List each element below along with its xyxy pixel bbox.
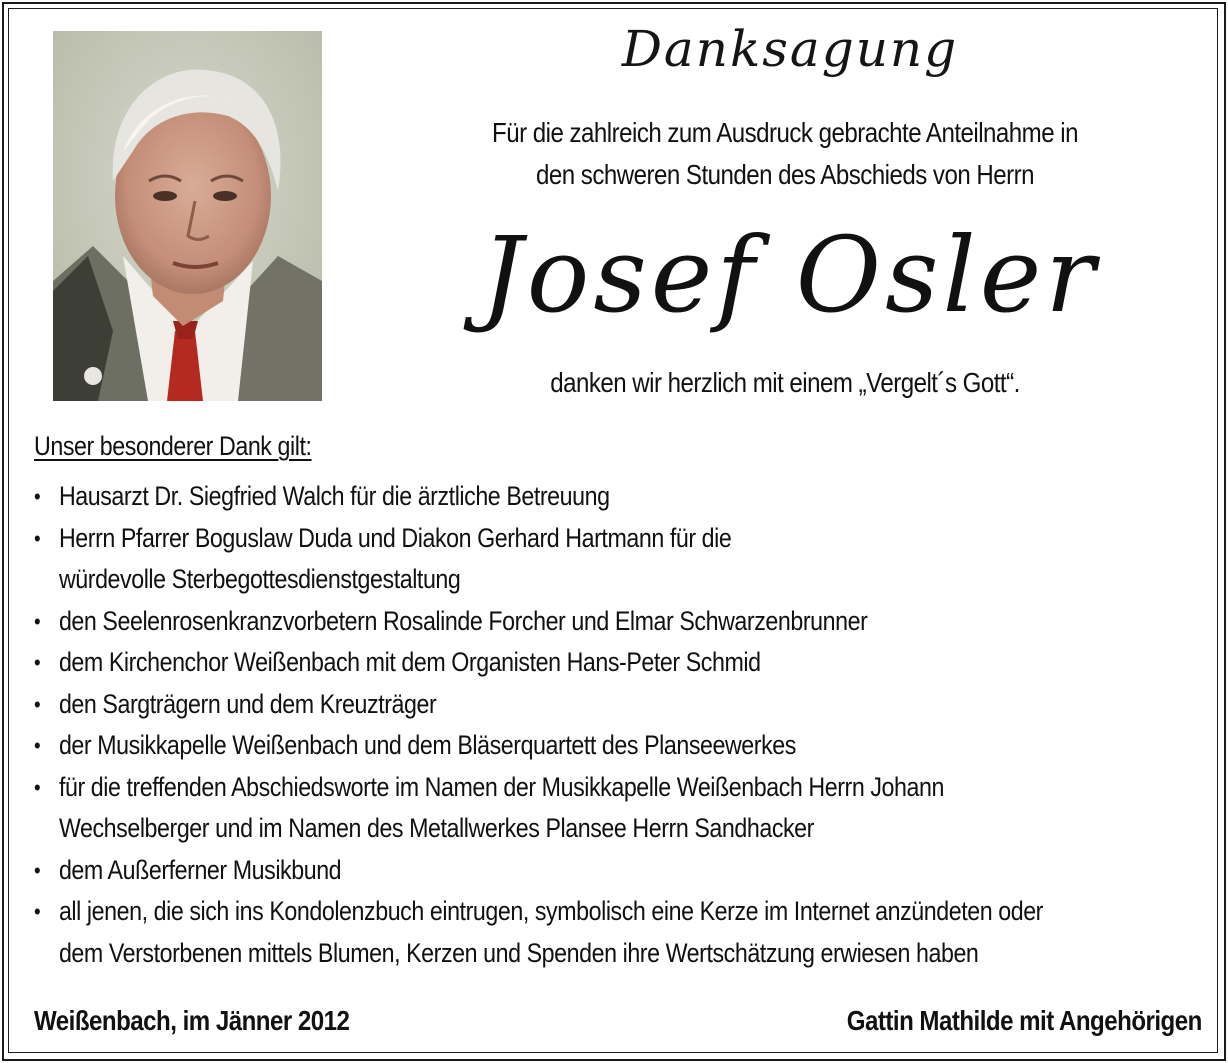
thanks-list xyxy=(34,476,1204,974)
list-item-text: Wechselberger und im Namen des Metallwerkes Plansee Herrn Sandhacker xyxy=(58,813,814,843)
deceased-name: Josef Osler xyxy=(481,214,1099,336)
list-item-text: • dem Außerferner Musikbund xyxy=(58,854,342,885)
list-item xyxy=(34,518,1204,601)
list-item-text: • für die treffenden Abschiedsworte im Namen der Musikkapelle Weißenbach Herrn Johann xyxy=(58,771,944,802)
list-item xyxy=(34,642,1204,684)
list-item xyxy=(34,725,1204,767)
thanks-line: danken wir herzlich mit einem „Vergelt´s Gott“. xyxy=(550,367,1020,398)
list-item-text: • den Sargträgern und dem Kreuzträger xyxy=(58,688,437,719)
list-item-text: • Herrn Pfarrer Boguslaw Duda und Diakon Gerhard Hartmann für die xyxy=(58,522,732,553)
list-item-text: dem Verstorbenen mittels Blumen, Kerzen und Spenden ihre Wertschätzung erwiesen haben xyxy=(58,937,979,968)
list-item xyxy=(34,476,1204,518)
list-item xyxy=(34,601,1204,643)
signature: Gattin Mathilde mit Angehörigen xyxy=(846,1005,1202,1036)
intro-line: den schweren Stunden des Abschieds von Herrn xyxy=(535,159,1035,190)
list-item xyxy=(34,891,1204,974)
portrait-illustration xyxy=(53,31,322,401)
special-thanks-section xyxy=(34,426,1204,974)
list-item-text: • Hausarzt Dr. Siegfried Walch für die ärztliche Betreuung xyxy=(58,481,610,511)
special-thanks-heading: Unser besonderer Dank gilt: xyxy=(34,431,312,461)
list-item-text: • der Musikkapelle Weißenbach und dem Bläserquartett des Planseewerkes xyxy=(58,730,796,760)
list-item-text: • all jenen, die sich ins Kondolenzbuch eintrugen, symbolisch eine Kerze im Internet anzündeten oder xyxy=(58,896,1043,926)
list-item xyxy=(34,767,1204,850)
list-item-text: würdevolle Sterbegottesdienstgestaltung xyxy=(58,564,461,594)
page-title: Danksagung xyxy=(621,20,959,78)
intro-line: Für die zahlreich zum Ausdruck gebrachte Anteilnahme in xyxy=(491,117,1078,148)
list-item xyxy=(34,850,1204,892)
portrait-photo xyxy=(53,31,322,401)
intro-text xyxy=(437,112,1134,196)
place-date: Weißenbach, im Jänner 2012 xyxy=(34,1005,350,1036)
list-item xyxy=(34,684,1204,726)
list-item-text: • dem Kirchenchor Weißenbach mit dem Organisten Hans-Peter Schmid xyxy=(58,647,761,677)
list-item-text: • den Seelenrosenkranzvorbetern Rosalinde Forcher und Elmar Schwarzenbrunner xyxy=(58,605,868,636)
